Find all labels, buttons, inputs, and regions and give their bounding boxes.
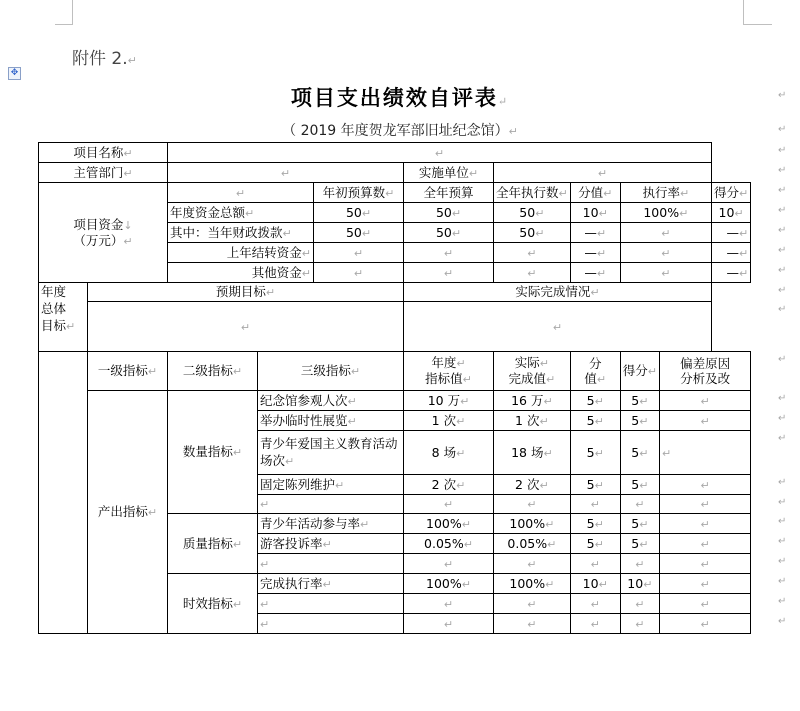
row-end-mark: ↵ xyxy=(778,354,787,365)
table-row: 青少年爱国主义教育活动场次↵ 8 场↵ 18 场↵ 5↵ 5↵ ↵ xyxy=(39,431,751,475)
table-row xyxy=(39,163,751,183)
project-name-label: 项目名称↵ xyxy=(39,143,168,163)
score-header: 得分↵ xyxy=(711,183,750,203)
table-row: 时效指标↵ 完成执行率↵ 100%↵ 100%↵ 10↵ 10↵ ↵ xyxy=(39,574,751,594)
row-end-mark: ↵ xyxy=(778,285,787,296)
page-corner-mark-left xyxy=(55,0,73,25)
budget-full-header: 全年预算 xyxy=(404,183,494,203)
l2-quantity-label: 数量指标↵ xyxy=(168,391,258,514)
attachment-label: 附件 2.↵ xyxy=(72,49,137,69)
fiscal-funds-label: 其中：当年财政拨款↵ xyxy=(168,223,314,243)
funds-label: 项目资金↓ （万元）↵ xyxy=(39,183,168,283)
table-row: 年度资金总额↵ 50↵ 50↵ 50↵ 10↵ 100%↵ 10↵ xyxy=(39,203,751,223)
table-row: 举办临时性展览↵ 1 次↵ 1 次↵ 5↵ 5↵ ↵ xyxy=(39,411,751,431)
row-end-mark: ↵ xyxy=(778,225,787,236)
row-end-mark: ↵ xyxy=(778,145,787,156)
line-end-mark: ↵ xyxy=(778,90,787,101)
row-end-mark: ↵ xyxy=(778,477,787,488)
l2-header: 二级指标↵ xyxy=(168,352,258,391)
l3-header: 三级指标↵ xyxy=(258,352,404,391)
table-row: 其中：当年财政拨款↵ 50↵ 50↵ 50↵ —↵ ↵ —↵ xyxy=(39,223,751,243)
dept-value[interactable]: ↵ xyxy=(168,163,404,183)
table-row: 质量指标↵ 青少年活动参与率↵ 100%↵ 100%↵ 5↵ 5↵ ↵ xyxy=(39,514,751,534)
row-end-mark: ↵ xyxy=(778,516,787,527)
table-row: ↵ ↵ ↵ ↵ ↵ ↵ xyxy=(39,614,751,634)
impl-unit-label: 实施单位↵ xyxy=(404,163,494,183)
table-row: 其他资金↵ ↵ ↵ ↵ —↵ ↵ —↵ xyxy=(39,263,751,283)
exec-rate-header: 执行率↵ xyxy=(620,183,711,203)
table-row: 产出指标↵ 数量指标↵ 纪念馆参观人次↵ 10 万↵ 16 万↵ 5↵ 5↵ ↵ xyxy=(39,391,751,411)
row-end-mark: ↵ xyxy=(778,165,787,176)
l2-quality-label: 质量指标↵ xyxy=(168,514,258,574)
row-end-mark: ↵ xyxy=(778,413,787,424)
l1-output-label: 产出指标↵ xyxy=(88,391,168,634)
dept-label: 主管部门↵ xyxy=(39,163,168,183)
score-weight-header: 分值↵ xyxy=(570,183,620,203)
total-funds-label: 年度资金总额↵ xyxy=(168,203,314,223)
exec-full-header: 全年执行数↵ xyxy=(494,183,571,203)
table-move-handle-icon[interactable]: ✥ xyxy=(8,67,21,80)
indicator-side-blank xyxy=(39,352,88,634)
actual-result-header: 实际完成情况↵ xyxy=(404,283,712,302)
row-end-mark: ↵ xyxy=(778,304,787,315)
table-row: ↵ ↵ ↵ ↵ ↵ ↵ xyxy=(39,495,751,514)
page-corner-mark-right xyxy=(743,0,772,25)
annual-value-header: 年度↵ 指标值↵ xyxy=(404,352,494,391)
row-end-mark: ↵ xyxy=(778,205,787,216)
carryover-funds-label: 上年结转资金↵ xyxy=(168,243,314,263)
table-row xyxy=(39,283,751,302)
table-row: ↵ ↵ ↵ ↵ ↵ ↵ xyxy=(39,554,751,574)
actual-result-value[interactable]: ↵ xyxy=(404,302,712,352)
performance-table xyxy=(38,142,751,634)
row-end-mark: ↵ xyxy=(778,433,787,444)
weight-header: 分 值↵ xyxy=(570,352,620,391)
line-end-mark: ↵ xyxy=(778,124,787,135)
l1-header: 一级指标↵ xyxy=(88,352,168,391)
row-end-mark: ↵ xyxy=(778,393,787,404)
table-row xyxy=(39,352,751,391)
deviation-header: 偏差原因 分析及改 xyxy=(659,352,750,391)
expected-goal-value[interactable]: ↵ xyxy=(88,302,404,352)
row-end-mark: ↵ xyxy=(778,497,787,508)
table-row: 固定陈列维护↵ 2 次↵ 2 次↵ 5↵ 5↵ ↵ xyxy=(39,475,751,495)
document-title: 项目支出绩效自评表↵ xyxy=(290,85,510,110)
row-end-mark: ↵ xyxy=(778,596,787,607)
expected-goal-header: 预期目标↵ xyxy=(88,283,404,302)
l2-time-label: 时效指标↵ xyxy=(168,574,258,634)
row-end-mark: ↵ xyxy=(778,556,787,567)
row-end-mark: ↵ xyxy=(778,576,787,587)
other-funds-label: 其他资金↵ xyxy=(168,263,314,283)
table-row xyxy=(39,302,751,352)
actual-value-header: 实际↵ 完成值↵ xyxy=(494,352,571,391)
row-end-mark: ↵ xyxy=(778,185,787,196)
table-row: 上年结转资金↵ ↵ ↵ ↵ —↵ ↵ —↵ xyxy=(39,243,751,263)
table-row: ↵ ↵ ↵ ↵ ↵ ↵ xyxy=(39,594,751,614)
budget-start-header: 年初预算数↵ xyxy=(314,183,404,203)
row-end-mark: ↵ xyxy=(778,616,787,627)
row-end-mark: ↵ xyxy=(778,245,787,256)
row-end-mark: ↵ xyxy=(778,265,787,276)
table-row xyxy=(39,143,751,163)
ind-score-header: 得分↵ xyxy=(620,352,659,391)
project-name-value[interactable]: ↵ xyxy=(168,143,712,163)
table-row: 项目资金↓ （万元）↵ ↵ 年初预算数↵ 全年预算 全年执行数↵ 分值↵ 执行率↵ 得分↵ xyxy=(39,183,751,203)
table-row: 游客投诉率↵ 0.05%↵ 0.05%↵ 5↵ 5↵ ↵ xyxy=(39,534,751,554)
row-end-mark: ↵ xyxy=(778,536,787,547)
impl-unit-value[interactable]: ↵ xyxy=(494,163,712,183)
document-subtitle: （ 2019 年度贺龙军部旧址纪念馆）↵ xyxy=(282,123,518,139)
annual-goal-label: 年度 总体 目标↵ xyxy=(39,283,88,352)
